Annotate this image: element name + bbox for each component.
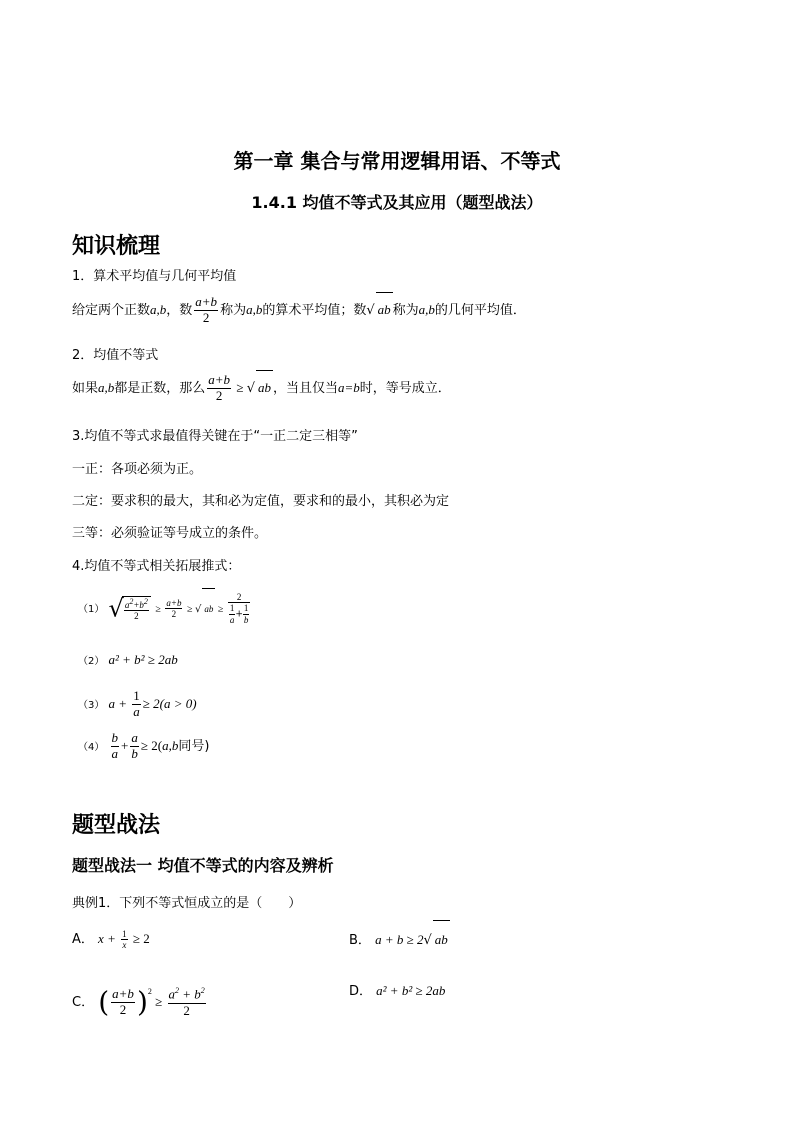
formula-4: （4） $\frac{b}{a}$ + $\frac{a}{b}$ ≥ 2(a,b同号) [78,730,210,761]
formula-1: （1） √ $\frac{a^2+b^2}{2}$ ≥ $\frac{a+b}{2}$ ≥ √ ab ≥ 2 $\frac{1}{a}$ + $\frac{1}{b}$ [78,588,252,630]
item1-text: 给定两个正数a,b，数 $\frac{a+b}{2}$ 称为a,b的算术平均值；数√ ab 称为a,b的几何平均值． [72,292,526,328]
option-b: B． a + b ≥ 2√ ab [349,920,450,960]
example-1: 典例1．下列不等式恒成立的是（ ） [72,896,302,911]
formula-2: （2） a² + b² ≥ 2ab [78,652,178,667]
item3-line3: 三等：必须验证等号成立的条件。 [72,526,268,541]
knowledge-heading: 知识梳理 [72,234,161,259]
practice-subheading: 题型战法一 均值不等式的内容及辨析 [72,856,334,875]
option-d: D． a² + b² ≥ 2ab [349,983,446,999]
item3-line1: 一正：各项必须为正。 [72,462,203,477]
item3-title: 3.均值不等式求最值得关键在于“一正二定三相等” [72,429,358,444]
chapter-title: 第一章 集合与常用逻辑用语、不等式 [233,149,561,173]
formula-3: （3） a + $\frac{1}{a}$ ≥ 2(a > 0) [78,688,197,719]
geo-mean-sqrt: ab [376,292,393,327]
item1-title: 1．算术平均值与几何平均值 [72,269,237,284]
item2-text: 如果a,b都是正数，那么 $\frac{a+b}{2}$ ≥ √ ab ，当且仅当a=b时，等号成立． [72,370,451,406]
arith-mean-fraction: $\frac{a+b}{2}$ [195,294,218,325]
option-c: C． ( $\frac{a+b}{2}$ )$^2$ ≥ $\frac{a^2 + b^2}{2}$ [72,985,205,1019]
option-a: A． x + $\frac{1}{x}$ ≥ 2 [72,928,150,950]
item3-line2: 二定：要求积的最大，其和必为定值，要求和的最小，其积必为定 [72,494,450,509]
section-title: 1.4.1 均值不等式及其应用（题型战法） [251,193,543,212]
practice-heading: 题型战法 [72,813,161,838]
item4-title: 4.均值不等式相关拓展推式： [72,559,241,574]
item2-title: 2．均值不等式 [72,348,159,363]
